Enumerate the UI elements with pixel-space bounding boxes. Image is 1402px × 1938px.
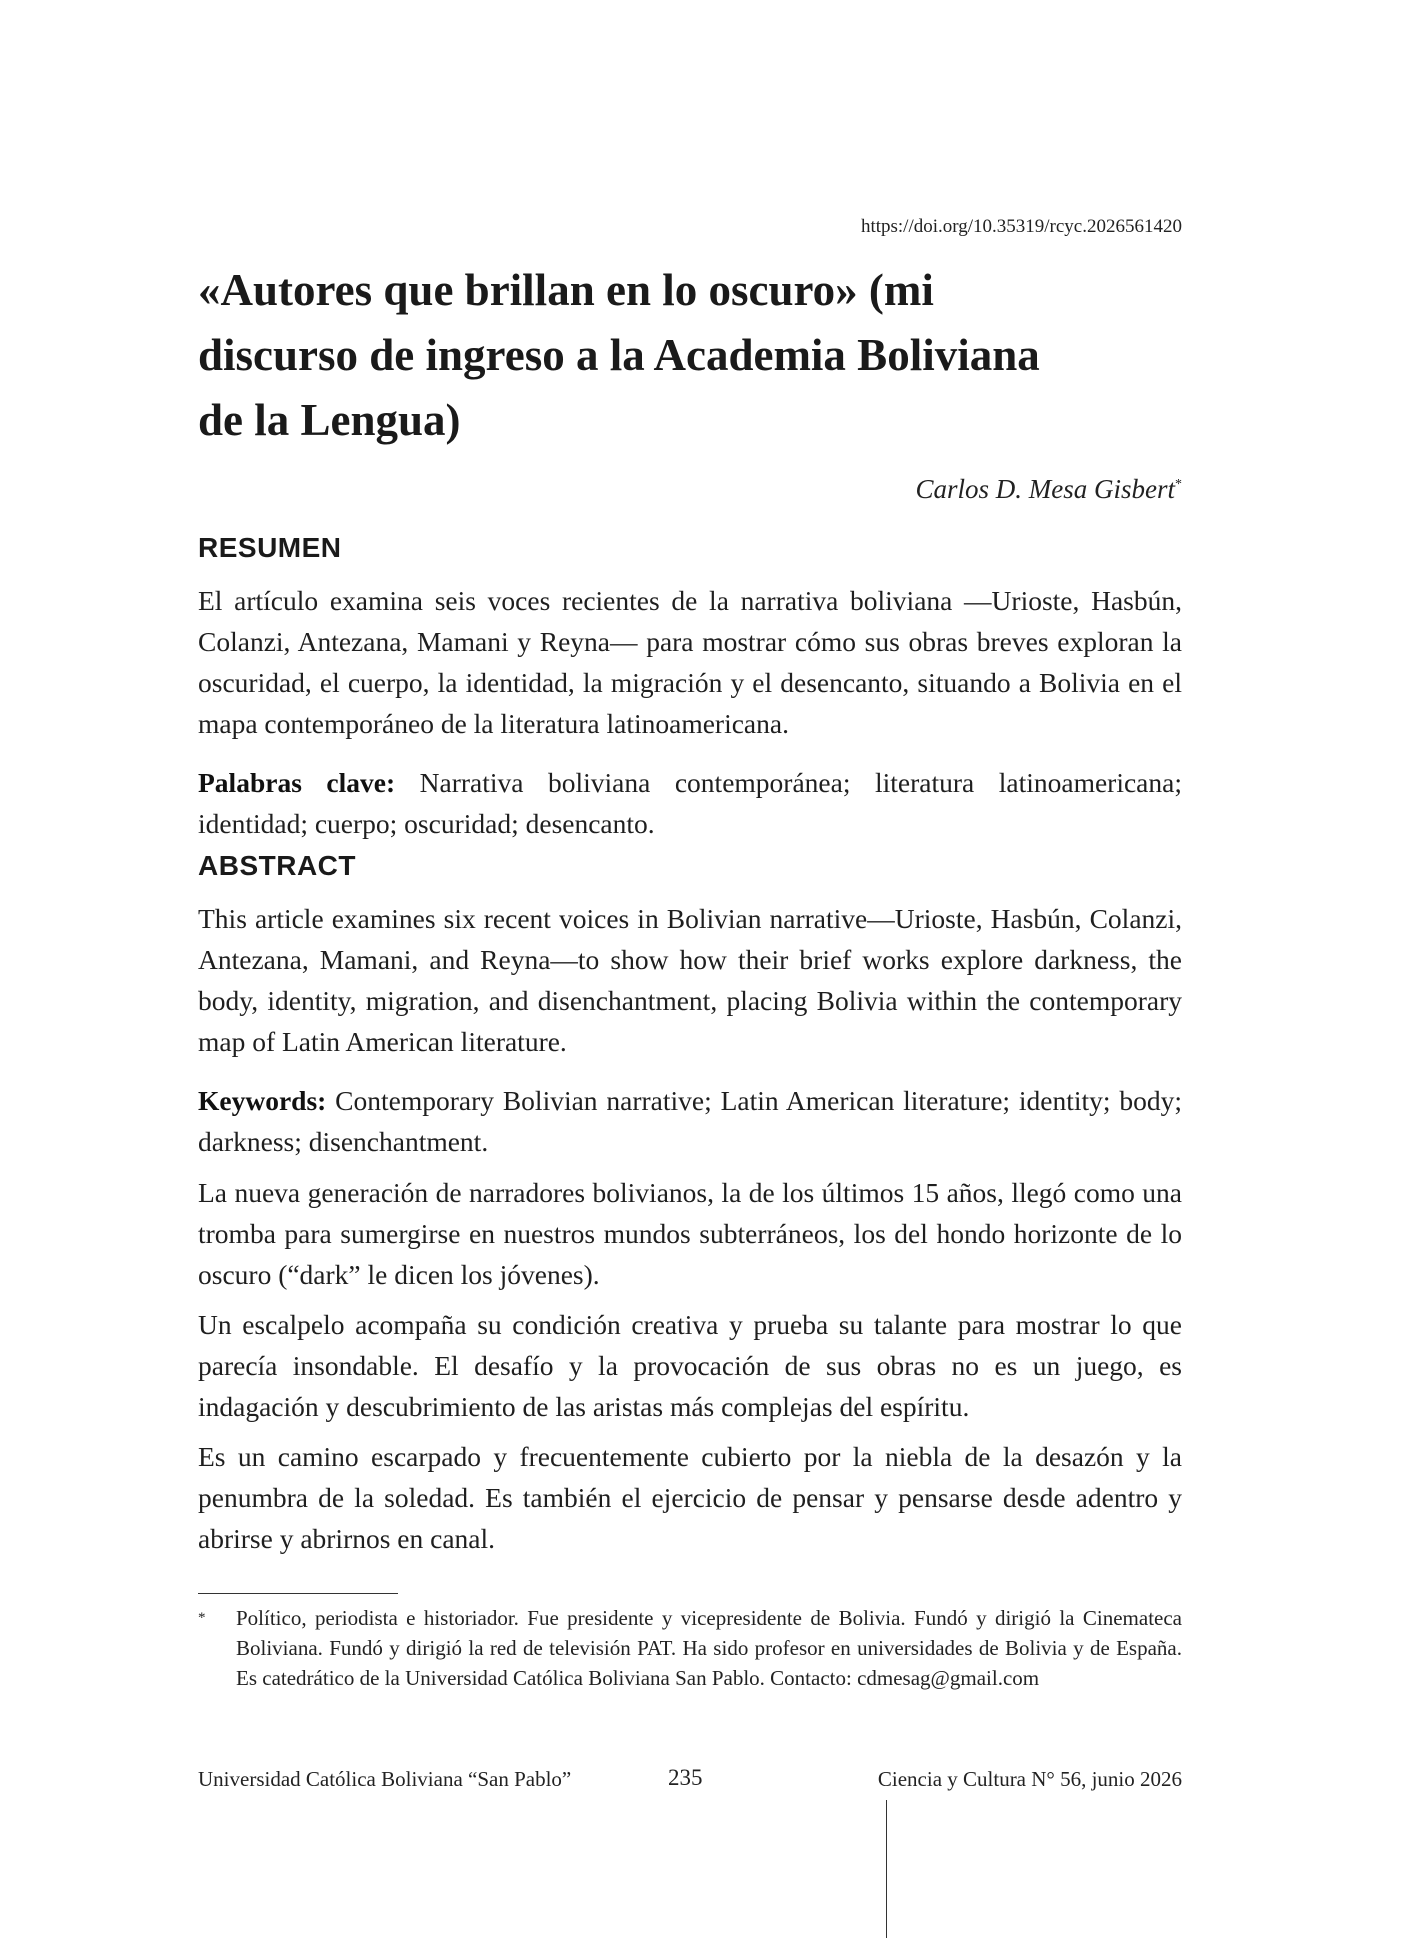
abstract-keywords <box>198 1080 1182 1162</box>
body-paragraph: La nueva generación de narradores bolivianos, la de los últimos 15 años, llegó como una tromba para sumergirse en nuestros mundos subterráneos, los del hondo horizonte de lo oscuro (“dark” le dicen los jóvenes). <box>198 1177 1182 1290</box>
author-footnote-mark[interactable]: * <box>1175 477 1182 492</box>
title-line: discurso de ingreso a la Academia Boliviana <box>198 330 1040 380</box>
resumen-text: El artículo examina seis voces recientes de la narrativa boliviana —Urioste, Hasbún, Colanzi, Antezana, Mamani y Reyna— para mostrar cómo sus obras breves exploran la oscuridad, el cuerpo, la identidad, la migración y el desencanto, situando a Bolivia en el mapa contemporáneo de la literatura latinoamericana. <box>198 585 1182 739</box>
keywords-list: Narrativa boliviana contemporánea; literatura latinoamericana; identidad; cuerpo; oscuridad; desencanto. <box>198 767 1182 839</box>
footer-vertical-line <box>886 1800 887 1938</box>
footnote-text: Político, periodista e historiador. Fue presidente y vicepresidente de Bolivia. Fundó y dirigió la Cinemateca Boliviana. Fundó y dirigió la red de televisión PAT. Ha sido profesor en universidades de Bolivia y de España. Es catedrático de la Universidad Católica Boliviana San Pablo. Contacto: cdmesag@gmail.com <box>236 1606 1182 1690</box>
keywords-label: Palabras clave: <box>198 767 396 798</box>
article-title <box>198 258 1182 453</box>
body-paragraph: Es un camino escarpado y frecuentemente cubierto por la niebla de la desazón y la penumbra de la soledad. Es también el ejercicio de pensar y pensarse desde adentro y abrirse y abrirnos en canal. <box>198 1441 1182 1554</box>
article-page <box>198 0 1182 1938</box>
title-line: «Autores que brillan en lo oscuro» (mi <box>198 265 934 315</box>
abstract-text: This article examines six recent voices in Bolivian narrative—Urioste, Hasbún, Colanzi, Antezana, Mamani, and Reyna—to show how their brief works explore darkness, the body, identity, migration, and disenchantment, placing Bolivia within the contemporary map of Latin American literature. <box>198 903 1182 1057</box>
body-paragraph: Un escalpelo acompaña su condición creativa y prueba su talante para mostrar lo que parecía insondable. El desafío y la provocación de sus obras no es un juego, es indagación y descubrimiento de las aristas más complejas del espíritu. <box>198 1309 1182 1422</box>
footer-institution: Universidad Católica Boliviana “San Pablo” <box>198 1767 572 1791</box>
page-number: 235 <box>668 1765 703 1790</box>
footnote <box>198 1603 1182 1693</box>
abstract-heading: ABSTRACT <box>198 850 356 881</box>
keywords-list: Contemporary Bolivian narrative; Latin American literature; identity; body; darkness; disenchantment. <box>198 1085 1182 1157</box>
resumen-heading: RESUMEN <box>198 532 342 563</box>
keywords-label: Keywords: <box>198 1085 327 1116</box>
doi-link[interactable]: https://doi.org/10.35319/rcyc.2026561420 <box>860 216 1182 237</box>
footer-journal: Ciencia y Cultura N° 56, junio 2026 <box>877 1767 1182 1791</box>
title-line: de la Lengua) <box>198 395 461 445</box>
resumen-keywords <box>198 762 1182 844</box>
author-text: Carlos D. Mesa Gisbert <box>915 474 1175 504</box>
author-name <box>915 474 1182 505</box>
footnote-divider <box>198 1593 398 1594</box>
footnote-mark: * <box>198 1610 206 1626</box>
